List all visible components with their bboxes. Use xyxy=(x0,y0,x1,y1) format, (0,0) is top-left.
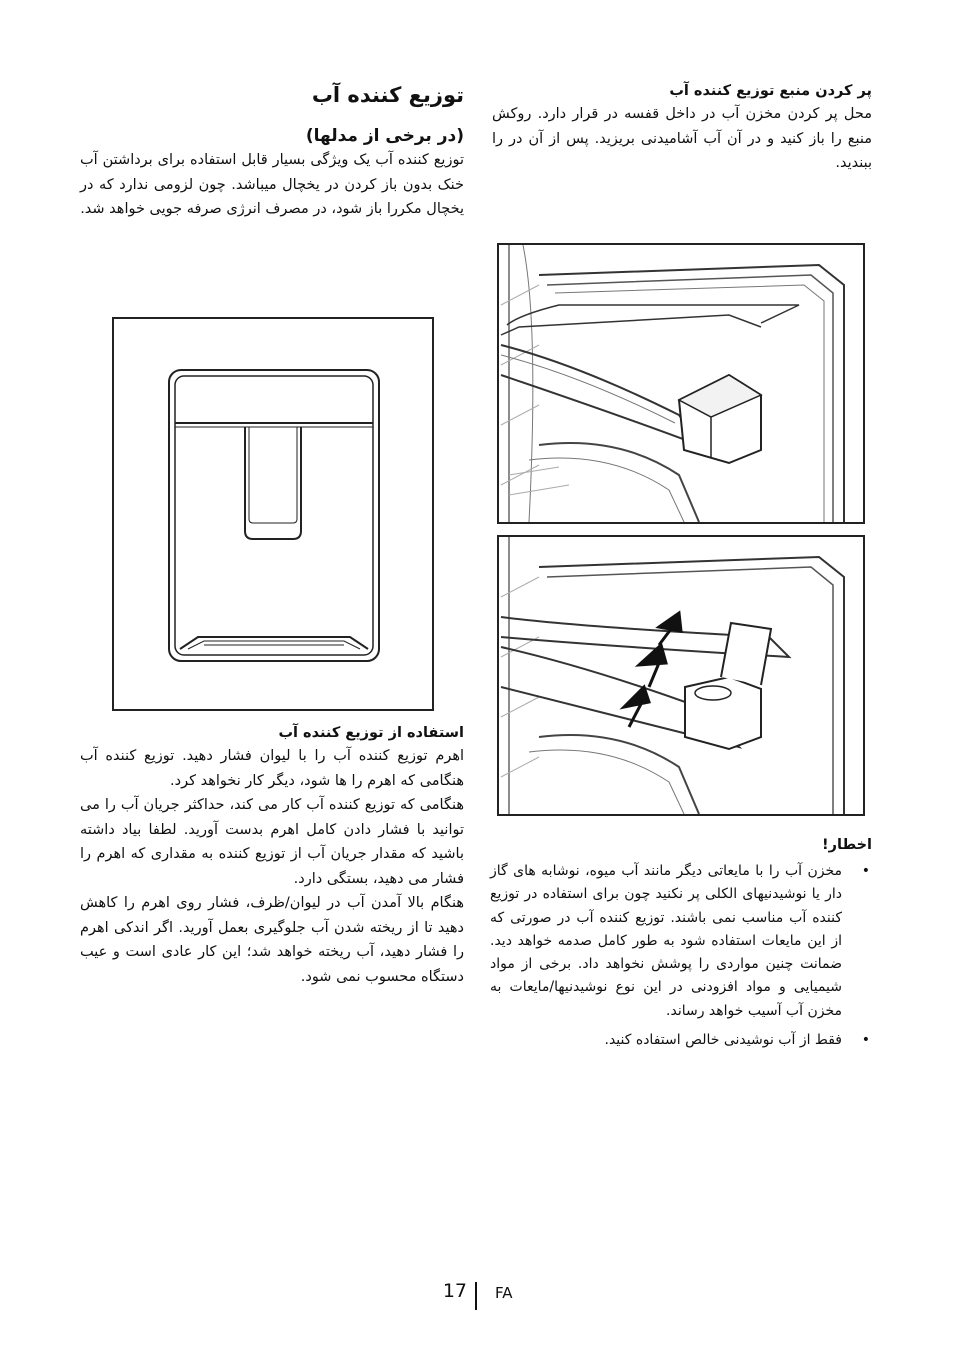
fill-heading: پر کردن منبع توزیع کننده آب xyxy=(669,83,872,99)
dispenser-illustration xyxy=(112,317,434,711)
usage-paragraph-3: هنگام بالا آمدن آب در لیوان/ظرف، فشار روی اهرم را کاهش دهید تا از ریخته شدن آب جلوگیری بعمل آورید. اگر اندکی اهرم را فشار دهید، آب ریخته خواهد شد؛ این کار عادی است و عیب دستگاه محسوب نمی شود. xyxy=(80,895,464,985)
fill-paragraph: محل پر کردن مخزن آب در داخل قفسه در قرار دارد. روکش منبع را باز کنید و در آن آب آشامیدنی بریزید. پس از آن در را ببندید. xyxy=(492,106,872,171)
door-shelf-illustration-2 xyxy=(497,535,865,816)
warning-item: • مخزن آب را با مایعاتی دیگر مانند آب میوه، نوشابه های گاز دار یا نوشیدنیهای الکلی پر نکنید چون برای استفاده در توزیع کننده آب مناسب نمی باشند. توزیع کننده آب در صورتی که از این مایعات استفاده شود به طور کامل صدمه خواهد دید. ضمانت چنین مواردی را پوشش نخواهد داد. برخی از مواد شیمیایی و مواد افزودنی در این نوع نوشیدنیها/مایعات به مخزن آب آسیب خواهد رساند. xyxy=(490,860,842,1023)
footer-divider xyxy=(475,1282,477,1310)
warning-heading: اخطار! xyxy=(822,837,872,853)
page-footer xyxy=(0,1278,954,1314)
dispenser-paragraph: توزیع کننده آب یک ویژگی بسیار قابل استفاده برای برداشتن آب خنک بدون باز کردن در یخچال میباشد. چون لزومی ندارد که در یخچال مکررا باز شود، در مصرف انرژی صرفه جویی خواهد شد. xyxy=(80,152,464,217)
usage-section xyxy=(80,722,464,989)
door-shelf-illustration-1 xyxy=(497,243,865,524)
warning-section xyxy=(490,834,872,1058)
page-number: 17 xyxy=(442,1280,467,1302)
usage-heading: استفاده از توزیع کننده آب xyxy=(278,725,464,741)
dispenser-subtitle: (در برخی از مدلها) xyxy=(305,126,464,146)
dispenser-title: توزیع کننده آب xyxy=(311,83,464,107)
door-drawing-1 xyxy=(499,245,863,522)
fill-section xyxy=(492,80,872,176)
dispenser-drawing xyxy=(114,319,432,709)
warning-list xyxy=(490,860,872,1052)
language-code: FA xyxy=(495,1284,513,1302)
warning-item: • فقط از آب نوشیدنی خالص استفاده کنید. xyxy=(490,1029,842,1052)
dispenser-section xyxy=(80,80,464,222)
door-drawing-2 xyxy=(499,537,863,814)
usage-paragraph-1: اهرم توزیع کننده آب را با لیوان فشار دهید. توزیع کننده آب هنگامی که اهرم را ها شود، دیگر کار نخواهد کرد. xyxy=(80,748,464,789)
usage-paragraph-2: هنگامی که توزیع کننده آب کار می کند، حداکثر جریان آب را می توانید با فشار دادن کامل اهرم بدست آورید. لطفا بیاد داشته باشید که مقدار جریان آب از توزیع کننده به مقداری که اهرم را فشار می دهید، بستگی دارد. xyxy=(80,797,464,887)
